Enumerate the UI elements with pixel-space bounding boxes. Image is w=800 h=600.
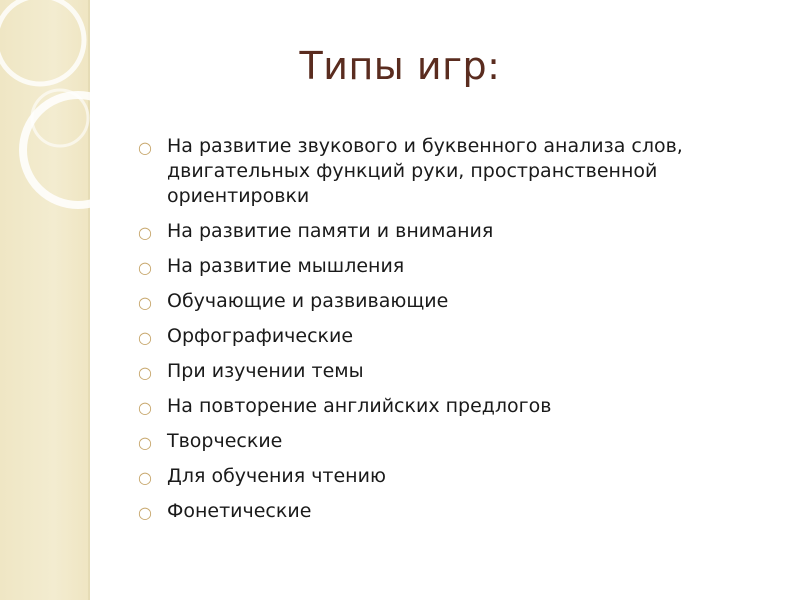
bullet-text: На повторение английских предлогов bbox=[167, 395, 552, 417]
bullet-item bbox=[138, 134, 758, 209]
bullet-text: При изучении темы bbox=[167, 360, 364, 382]
bullet-item bbox=[138, 289, 758, 314]
bullet-item bbox=[138, 254, 758, 279]
bullet-text: Обучающие и развивающие bbox=[167, 290, 449, 312]
bullet-circle-icon: ○ bbox=[138, 258, 152, 277]
bullet-item bbox=[138, 219, 758, 244]
bullet-circle-icon: ○ bbox=[138, 293, 152, 312]
bullet-circle-icon: ○ bbox=[138, 468, 152, 487]
bullet-list bbox=[138, 134, 758, 534]
ring-large bbox=[23, 95, 133, 205]
bullet-item bbox=[138, 429, 758, 454]
bullet-circle-icon: ○ bbox=[138, 503, 152, 522]
bullet-item bbox=[138, 359, 758, 384]
bullet-circle-icon: ○ bbox=[138, 398, 152, 417]
bullet-text: На развитие звукового и буквенного анализа слов, двигательных функций руки, пространственной ориентировки bbox=[167, 135, 683, 207]
slide-title: Типы игр: bbox=[299, 44, 501, 88]
bullet-text: Творческие bbox=[167, 430, 283, 452]
bullet-circle-icon: ○ bbox=[138, 138, 152, 157]
bullet-item bbox=[138, 324, 758, 349]
bullet-text: Фонетические bbox=[167, 500, 312, 522]
bullet-text: Для обучения чтению bbox=[167, 465, 386, 487]
bullet-circle-icon: ○ bbox=[138, 328, 152, 347]
bullet-item bbox=[138, 499, 758, 524]
bullet-text: На развитие мышления bbox=[167, 255, 405, 277]
bullet-item bbox=[138, 394, 758, 419]
bullet-text: Орфографические bbox=[167, 325, 354, 347]
bullet-item bbox=[138, 464, 758, 489]
bullet-text: На развитие памяти и внимания bbox=[167, 220, 494, 242]
bullet-circle-icon: ○ bbox=[138, 433, 152, 452]
bullet-circle-icon: ○ bbox=[138, 363, 152, 382]
bullet-circle-icon: ○ bbox=[138, 223, 152, 242]
